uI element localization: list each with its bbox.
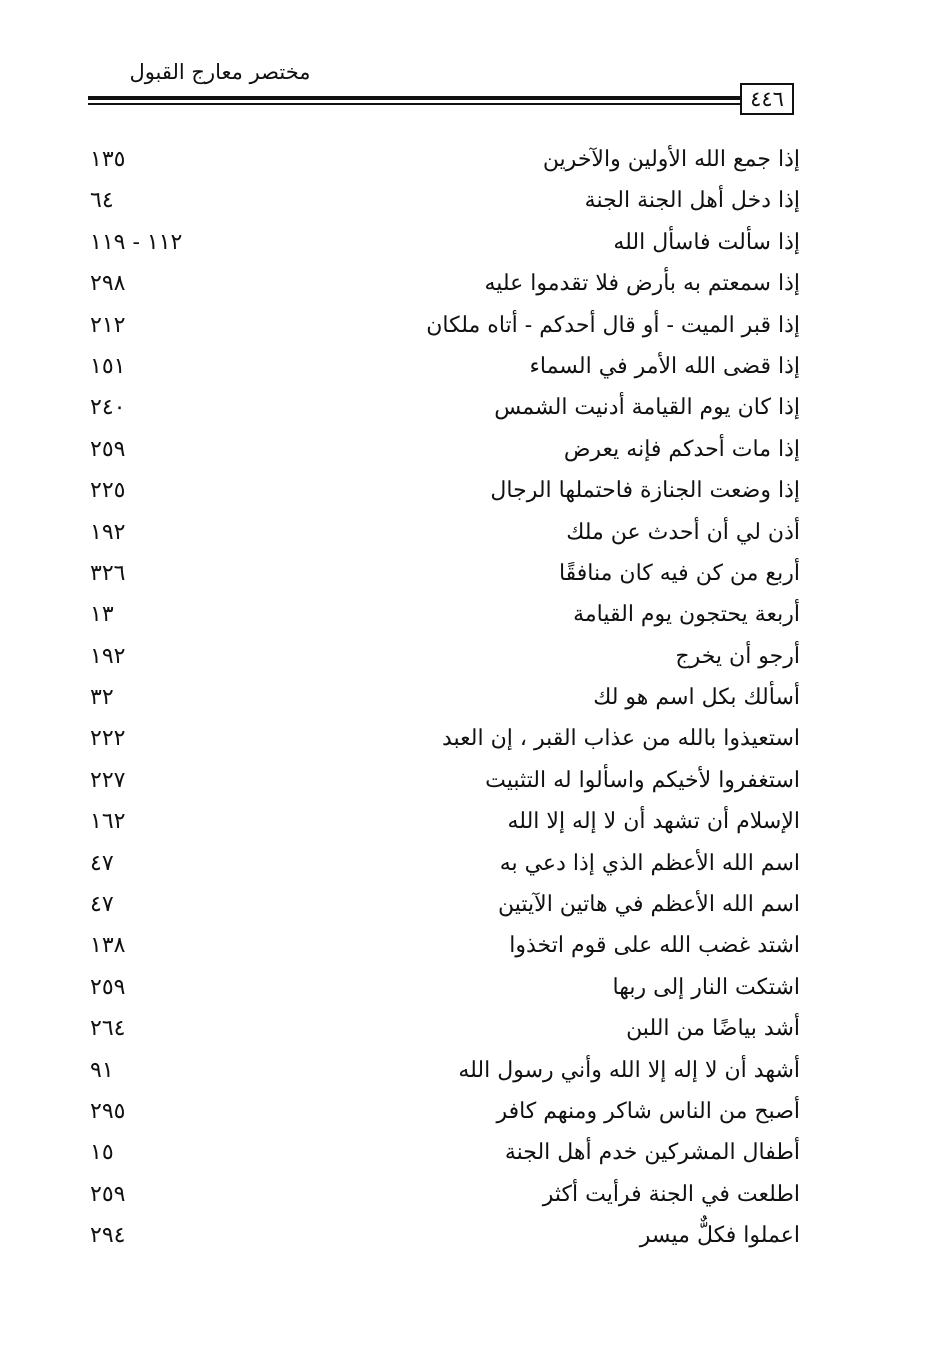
- entry-page: ٢١٢: [90, 312, 126, 338]
- entry-page: ٢٢٥: [90, 478, 126, 504]
- entry-text: أشد بياضًا من اللبن: [626, 1016, 800, 1042]
- index-entry: [80, 594, 800, 635]
- entry-text: الإسلام أن تشهد أن لا إله إلا الله: [507, 809, 800, 835]
- entry-page: ٩١: [90, 1057, 114, 1083]
- entry-page: ١٣: [90, 602, 114, 628]
- entry-page: ٢٤٠: [90, 395, 126, 421]
- index-entry: [80, 180, 800, 221]
- index-entry: [80, 1008, 800, 1049]
- index-entry: [80, 553, 800, 594]
- entry-page: ١٦٢: [90, 809, 126, 835]
- index-entry: [80, 387, 800, 428]
- header-rule-thick: [88, 96, 740, 100]
- index-entry: [80, 139, 800, 180]
- entry-text: أربعة يحتجون يوم القيامة: [573, 602, 800, 628]
- page-number: ٤٤٦: [740, 83, 794, 115]
- header-rule: [88, 96, 740, 107]
- entry-page: ٤٧: [90, 850, 114, 876]
- index-entry: [80, 1050, 800, 1091]
- index-entry: [80, 470, 800, 511]
- index-entry: [80, 305, 800, 346]
- entry-page: ١٩٢: [90, 519, 126, 545]
- entry-text: استعيذوا بالله من عذاب القبر ، إن العبد: [441, 726, 800, 752]
- index-entry: [80, 925, 800, 966]
- entry-page: ٢٩٥: [90, 1098, 126, 1124]
- index-entry: [80, 1091, 800, 1132]
- entry-text: أصبح من الناس شاكر ومنهم كافر: [496, 1098, 800, 1124]
- entry-page: ٢٥٩: [90, 1181, 126, 1207]
- header-rule-thin: [88, 103, 740, 105]
- entry-page: ١٣٥: [90, 147, 126, 172]
- entry-page: ١١٢ - ١١٩: [90, 229, 183, 255]
- entry-text: أشهد أن لا إله إلا الله وأني رسول الله: [458, 1057, 800, 1083]
- entry-page: ٢٥٩: [90, 974, 126, 1000]
- hadith-index-list: [80, 139, 800, 1257]
- entry-page: ٢٦٤: [90, 1016, 126, 1042]
- index-entry: [80, 636, 800, 677]
- entry-text: أربع من كن فيه كان منافقًا: [558, 560, 800, 586]
- entry-text: إذا مات أحدكم فإنه يعرض: [563, 436, 800, 462]
- entry-text: أطفال المشركين خدم أهل الجنة: [504, 1140, 800, 1166]
- entry-text: أسألك بكل اسم هو لك: [593, 685, 800, 711]
- entry-page: ٢٩٨: [90, 271, 126, 297]
- entry-text: إذا كان يوم القيامة أدنيت الشمس: [494, 395, 800, 421]
- entry-text: إذا سألت فاسأل الله: [613, 229, 800, 255]
- index-entry: [80, 677, 800, 718]
- index-entry: [80, 1132, 800, 1173]
- entry-text: استغفروا لأخيكم واسألوا له التثبيت: [485, 767, 800, 793]
- entry-text: اشتكت النار إلى ربها: [612, 974, 800, 1000]
- index-entry: [80, 512, 800, 553]
- entry-page: ١٥: [90, 1140, 114, 1166]
- index-entry: [80, 263, 800, 304]
- entry-text: اشتد غضب الله على قوم اتخذوا: [509, 933, 800, 959]
- index-entry: [80, 346, 800, 387]
- index-entry: [80, 967, 800, 1008]
- entry-page: ٢٥٩: [90, 436, 126, 462]
- entry-page: ٢٢٧: [90, 767, 126, 793]
- entry-page: ٦٤: [90, 188, 114, 214]
- entry-text: اطلعت في الجنة فرأيت أكثر: [542, 1181, 800, 1207]
- index-entry: [80, 843, 800, 884]
- entry-text: إذا سمعتم به بأرض فلا تقدموا عليه: [484, 271, 800, 297]
- entry-text: إذا قبر الميت - أو قال أحدكم - أتاه ملكان: [426, 312, 800, 338]
- entry-page: ٣٢: [90, 685, 114, 711]
- entry-page: ١٥١: [90, 353, 126, 379]
- entry-text: اعملوا فكلٌّ ميسر: [639, 1223, 800, 1249]
- entry-text: إذا جمع الله الأولين والآخرين: [542, 147, 800, 172]
- entry-text: إذا وضعت الجنازة فاحتملها الرجال: [490, 478, 800, 504]
- entry-text: إذا دخل أهل الجنة الجنة: [584, 188, 800, 214]
- entry-page: ٢٢٢: [90, 726, 126, 752]
- index-entry: [80, 801, 800, 842]
- entry-page: ٢٩٤: [90, 1223, 126, 1249]
- entry-page: ٤٧: [90, 892, 114, 918]
- entry-text: أذن لي أن أحدث عن ملك: [566, 519, 800, 545]
- index-entry: [80, 429, 800, 470]
- entry-page: ١٩٢: [90, 643, 126, 669]
- entry-text: أرجو أن يخرج: [675, 643, 800, 669]
- entry-text: اسم الله الأعظم الذي إذا دعي به: [499, 850, 800, 876]
- index-entry: [80, 1215, 800, 1256]
- entry-text: إذا قضى الله الأمر في السماء: [529, 353, 800, 379]
- entry-text: اسم الله الأعظم في هاتين الآيتين: [498, 892, 800, 918]
- index-entry: [80, 1174, 800, 1215]
- running-header-title: مختصر معارج القبول: [129, 60, 311, 84]
- index-entry: [80, 718, 800, 759]
- entry-page: ٣٢٦: [90, 560, 126, 586]
- index-entry: [80, 760, 800, 801]
- entry-page: ١٣٨: [90, 933, 126, 959]
- index-entry: [80, 222, 800, 263]
- index-entry: [80, 884, 800, 925]
